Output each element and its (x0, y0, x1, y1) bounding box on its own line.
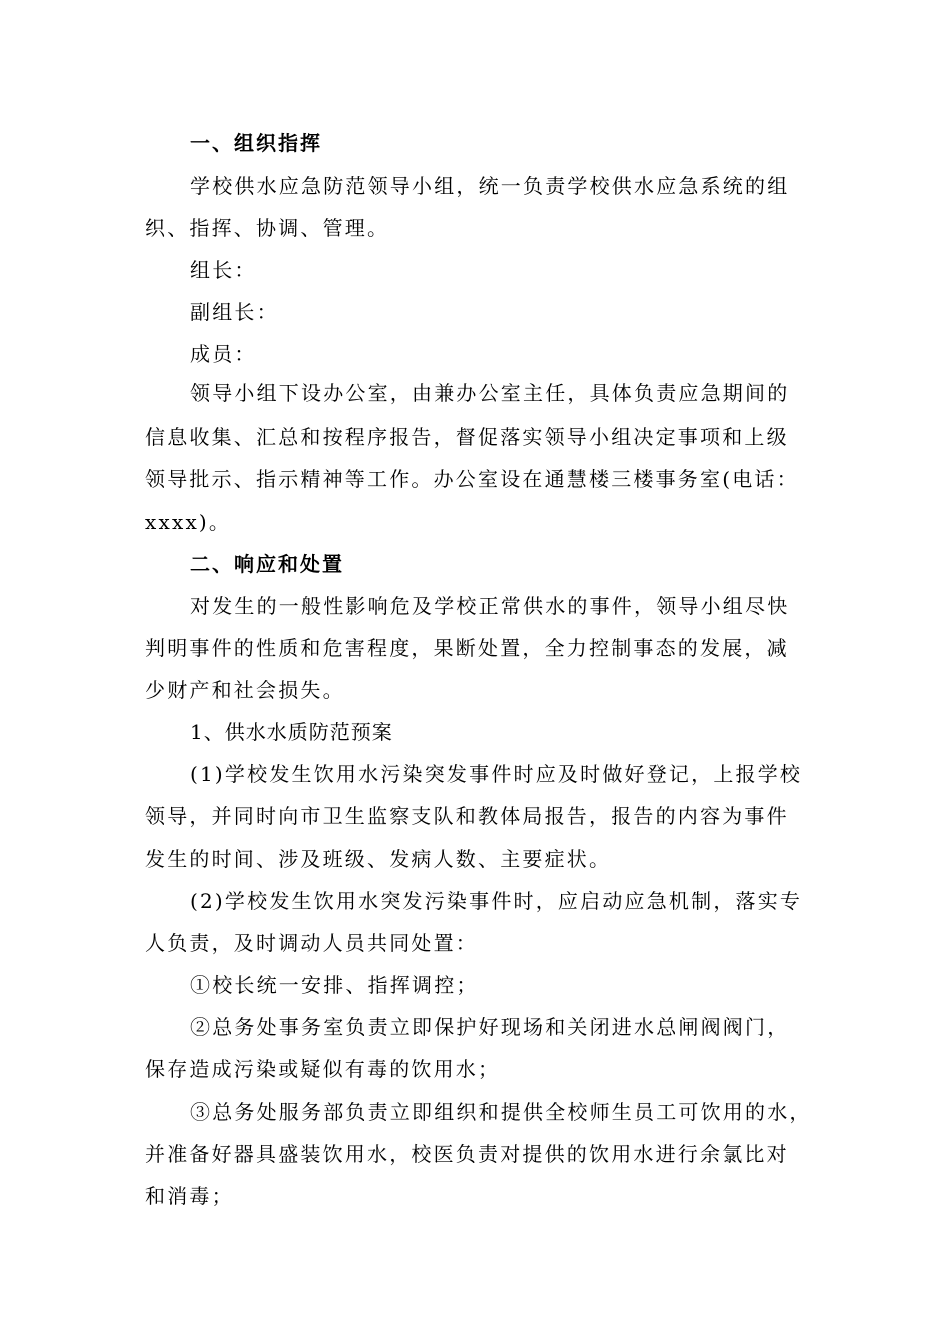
list-item: ③总务处服务部负责立即组织和提供全校师生员工可饮用的水， (190, 1100, 812, 1124)
list-item: ②总务处事务室负责立即保护好现场和关闭进水总闸阀阀门， (190, 1015, 790, 1039)
paragraph-line: 学校供水应急防范领导小组，统一负责学校供水应急系统的组 (190, 174, 790, 198)
paragraph-line: 织、指挥、协调、管理。 (145, 216, 390, 240)
subsection-heading: 1、供水水质防范预案 (190, 720, 393, 744)
list-item: ①校长统一安排、指挥调控； (190, 973, 479, 997)
paragraph-line: 领导批示、指示精神等工作。办公室设在通慧楼三楼事务室(电话： (145, 467, 799, 491)
paragraph-line: 信息收集、汇总和按程序报告，督促落实领导小组决定事项和上级 (145, 425, 789, 449)
members-label: 成员： (190, 342, 257, 366)
leader-label: 组长： (190, 258, 257, 282)
paragraph-line: 领导小组下设办公室，由兼办公室主任，具体负责应急期间的 (190, 381, 790, 405)
paragraph-line: 并准备好器具盛装饮用水，校医负责对提供的饮用水进行余氯比对 (145, 1142, 789, 1166)
paragraph-line: 保存造成污染或疑似有毒的饮用水； (145, 1057, 501, 1081)
paragraph-line: 判明事件的性质和危害程度，果断处置，全力控制事态的发展，减 (145, 636, 789, 660)
section-heading: 一、组织指挥 (190, 131, 322, 155)
paragraph-line: (1)学校发生饮用水污染突发事件时应及时做好登记，上报学校 (190, 762, 803, 786)
paragraph-line: xxxx)。 (145, 510, 232, 534)
paragraph-line: 和消毒； (145, 1184, 234, 1208)
paragraph-line: 领导，并同时向市卫生监察支队和教体局报告，报告的内容为事件 (145, 804, 789, 828)
paragraph-line: (2)学校发生饮用水突发污染事件时，应启动应急机制，落实专 (190, 889, 803, 913)
deputy-leader-label: 副组长： (190, 300, 279, 324)
paragraph-line: 发生的时间、涉及班级、发病人数、主要症状。 (145, 847, 612, 871)
section-heading: 二、响应和处置 (190, 552, 344, 576)
paragraph-line: 人负责，及时调动人员共同处置： (145, 931, 478, 955)
paragraph-line: 少财产和社会损失。 (145, 678, 345, 702)
paragraph-line: 对发生的一般性影响危及学校正常供水的事件，领导小组尽快 (190, 594, 790, 618)
